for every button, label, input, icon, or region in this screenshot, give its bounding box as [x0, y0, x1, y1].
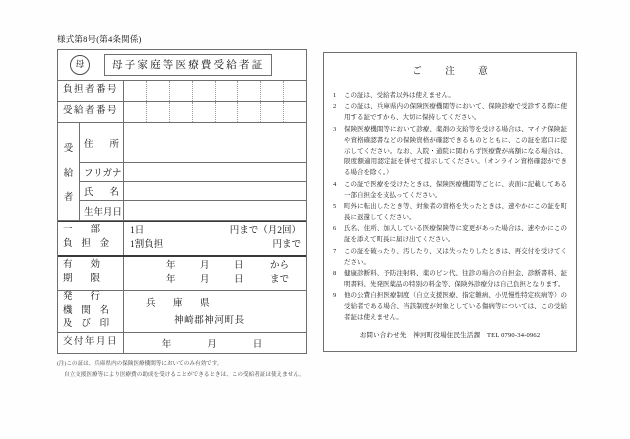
- form-number: 様式第8号(第4条関係): [57, 34, 142, 44]
- footnote-2: 自立支援医療等により医療費の助成を受けることができるときは、この受給者証は使えません。: [64, 371, 305, 378]
- notice-panel: [323, 52, 577, 352]
- recipient-cell[interactable]: [147, 102, 170, 122]
- address-label-c1: 所: [109, 139, 119, 150]
- validity-label-l1a: 有: [63, 260, 73, 271]
- certificate-panel: [57, 33, 309, 380]
- validity-from-suffix: から: [270, 260, 290, 271]
- payer-cell[interactable]: [170, 81, 193, 101]
- notice-item-text: 他の公費自担医療制度（自立支援医療、指定難病、小児慢性特定疾病等）の受給者である場合、当該制度が対象としている傷病等については、この受給者証は使えません。: [344, 292, 567, 322]
- validity-to[interactable]: [124, 273, 306, 288]
- recipient-cell[interactable]: [261, 102, 284, 122]
- address-row: [80, 123, 306, 163]
- copayment-rate-limit: 円まで: [272, 240, 301, 251]
- recipient-side-label: [58, 123, 80, 220]
- certificate-table: [57, 49, 307, 354]
- validity-from-year: 年: [166, 260, 176, 271]
- notice-item-text: 町外に転出したとき等、対象者の資格を失ったときは、速やかにこの証を町長に返還してください。: [344, 203, 567, 221]
- payer-cell[interactable]: [193, 81, 216, 101]
- issuer-label-l1b: 行: [90, 291, 101, 302]
- issue-date-day: 日: [252, 340, 263, 351]
- issuer-prefecture: 兵 庫 県: [146, 298, 214, 309]
- payer-cell[interactable]: [124, 81, 147, 101]
- payer-label-c1: 担: [74, 85, 84, 96]
- issuer-label-l2b: 関: [81, 305, 91, 316]
- birthdate-label-text: 生年月日: [84, 207, 123, 218]
- certificate-header: [58, 50, 306, 81]
- copayment-rate: [130, 238, 301, 252]
- name-label-c0: 氏: [84, 188, 94, 198]
- notice-item-number: 2: [333, 103, 337, 111]
- notice-item-number: 5: [333, 203, 337, 211]
- certificate-footnotes: [57, 359, 309, 380]
- notice-item: [333, 224, 567, 246]
- copay-label-l2b: 担: [81, 239, 91, 250]
- notice-item-text: この証で医療を受けたときは、保険医療機関等ごとに、表面に記載してある一部自担金を支払ってください。: [344, 180, 567, 199]
- recipient-cell[interactable]: [238, 102, 261, 122]
- recipient-num-label-c0: 受: [63, 106, 73, 117]
- notice-item-text: 健康診断料、予防注射料、薬のビン代、往診の場合の自担金、診断書料、証明書料、先発医薬品の特別の料金等、保険外診療分は自己負担となります。: [344, 270, 567, 288]
- recipient-num-label-c2: 者: [85, 106, 95, 117]
- address-input[interactable]: [124, 123, 306, 162]
- validity-to-month: 月: [200, 275, 210, 286]
- issuer-authority: 神崎郡神河町長: [174, 315, 245, 326]
- validity-row: [58, 257, 306, 291]
- copayment-row: [58, 221, 306, 257]
- validity-label: [58, 257, 124, 290]
- recipient-side-c0: 受: [63, 143, 74, 154]
- footnote-1: (注)この証は、兵庫県内の保険医療機関等においてのみ有効です。: [57, 361, 223, 368]
- notice-item-text: この証は、兵庫県内の保険医療機関等において、保険診療で受診する際に使用する証ですから、大切に保持してください。: [344, 103, 567, 122]
- furigana-row: [80, 163, 306, 182]
- issue-date-c4: 日: [107, 337, 117, 348]
- recipient-fields: [80, 123, 306, 220]
- recipient-block: [58, 123, 306, 221]
- issue-date-year: 年: [161, 340, 172, 351]
- notice-title: ご 注 意: [412, 67, 495, 77]
- copayment-rate-label: 1割負担: [130, 240, 164, 251]
- notice-item-number: 9: [333, 292, 337, 300]
- name-row: [80, 182, 306, 201]
- notice-item: [333, 125, 567, 180]
- validity-to-suffix: まで: [270, 275, 290, 286]
- copayment-label: [58, 222, 124, 255]
- validity-to-day: 日: [234, 275, 244, 286]
- issuer-row: [58, 291, 306, 333]
- address-label: [80, 123, 124, 162]
- notice-item-text: 氏名、住所、加入している医療保険等に変更があった場合は、速やかにこの証を添えて町長に届け出てください。: [344, 225, 567, 244]
- issuer-label-l3b: び: [81, 319, 91, 330]
- copay-label-l1b: 部: [90, 225, 101, 236]
- notice-item: [333, 291, 567, 324]
- payer-number-row: [58, 81, 306, 102]
- boshi-badge: 母: [70, 55, 90, 75]
- copayment-daily: [130, 224, 301, 238]
- notice-list: [333, 91, 567, 324]
- issue-date-row: [58, 333, 306, 353]
- copay-label-l2c: 金: [99, 239, 110, 250]
- notice-item-number: 1: [333, 92, 337, 99]
- issuer-label-l1a: 発: [63, 291, 73, 302]
- notice-item-number: 8: [333, 270, 337, 277]
- birthdate-row: [80, 201, 306, 220]
- issuer-values: [124, 291, 306, 332]
- issuer-label: [58, 291, 124, 332]
- recipient-side-c1: 給: [63, 168, 74, 179]
- contact-line: お問い合わせ先 神河町役場住民生活課 TEL 0790-34-0962: [359, 332, 541, 339]
- payer-cell[interactable]: [238, 81, 261, 101]
- recipient-cell[interactable]: [124, 102, 147, 122]
- copay-label-l2a: 負: [63, 239, 73, 250]
- notice-item-number: 3: [333, 125, 337, 133]
- payer-label-c2: 者: [85, 85, 95, 96]
- notice-item-number: 7: [333, 247, 337, 255]
- recipient-number-cells[interactable]: [124, 102, 306, 122]
- validity-values: [124, 257, 306, 290]
- payer-label-c0: 負: [63, 85, 73, 96]
- payer-number-label: [58, 81, 124, 101]
- notice-item: [333, 247, 567, 269]
- issue-date-c2: 年: [85, 337, 95, 348]
- issuer-label-l3c: 印: [99, 319, 110, 330]
- copayment-daily-limit: 円まで（月2回）: [229, 226, 301, 236]
- payer-cell[interactable]: [216, 81, 239, 101]
- issue-date-month: 月: [207, 340, 217, 351]
- notice-item-text: 保険医療機関等において診療、薬剤の支給等を受ける場合は、マイナ保険証や資格確認書などの保険資格が確認できるものとともに、この証を窓口に提示してください。なお、入院・通院に関わらず医療費が高額になる場合は、限度額適用認定証を併せて提示してください。（オンライン資格確認ができる場合を除く。）: [344, 125, 567, 177]
- name-label: [80, 182, 124, 200]
- recipient-num-label-c3: 番: [96, 106, 106, 117]
- validity-from-day: 日: [234, 260, 244, 271]
- copay-label-l1a: 一: [63, 225, 73, 236]
- issue-date-label: [58, 333, 124, 353]
- recipient-cell[interactable]: [193, 102, 216, 122]
- name-input[interactable]: [124, 182, 306, 200]
- certificate-title: 母子家庭等医療費受給者証: [104, 54, 272, 76]
- notice-item: [333, 102, 567, 124]
- validity-label-l2b: 限: [90, 274, 101, 285]
- issuer-label-l2c: 名: [99, 305, 110, 316]
- notice-item-text: この証は、受給者以外は使えません。: [344, 92, 455, 99]
- validity-label-l1b: 効: [90, 260, 101, 271]
- payer-number-cells[interactable]: [124, 81, 306, 101]
- notice-item: [333, 91, 567, 102]
- payer-cell[interactable]: [147, 81, 170, 101]
- notice-item: [333, 180, 567, 202]
- recipient-num-label-c4: 号: [107, 106, 117, 117]
- recipient-cell[interactable]: [216, 102, 239, 122]
- recipient-cell[interactable]: [170, 102, 193, 122]
- recipient-num-label-c1: 給: [74, 106, 84, 117]
- notice-item-number: 6: [333, 225, 337, 233]
- furigana-label-text: フリガナ: [84, 169, 122, 179]
- furigana-input[interactable]: [124, 163, 306, 181]
- birthdate-label: [80, 201, 124, 220]
- recipient-number-label: [58, 102, 124, 122]
- payer-label-c4: 号: [107, 85, 117, 96]
- issuer-label-l2a: 機: [63, 305, 73, 316]
- recipient-cell[interactable]: [284, 102, 306, 122]
- furigana-label: [80, 163, 124, 181]
- validity-to-year: 年: [166, 275, 176, 286]
- notice-item: [333, 269, 567, 291]
- notice-item-text: この証を破ったり、汚したり、又は失ったりしたときは、再交付を受けてください。: [344, 247, 567, 266]
- issue-date-c3: 月: [96, 337, 106, 348]
- payer-label-c3: 番: [96, 85, 106, 96]
- payer-cell[interactable]: [284, 81, 306, 101]
- recipient-number-row: [58, 102, 306, 123]
- validity-from[interactable]: [124, 259, 306, 274]
- address-label-c0: 住: [84, 139, 94, 150]
- copayment-daily-label: 1日: [130, 226, 145, 236]
- notice-item: [333, 202, 567, 224]
- birthdate-input[interactable]: [124, 201, 306, 220]
- copayment-values: [124, 222, 306, 255]
- validity-from-month: 月: [200, 260, 210, 271]
- notice-item-number: 4: [333, 180, 337, 188]
- validity-label-l2a: 期: [63, 274, 73, 285]
- recipient-side-c2: 者: [63, 193, 74, 204]
- issue-date-values[interactable]: [124, 333, 306, 353]
- issuer-label-l3a: 及: [63, 319, 73, 330]
- name-label-c1: 名: [109, 188, 119, 198]
- issue-date-c0: 交: [63, 337, 73, 348]
- payer-cell[interactable]: [261, 81, 284, 101]
- issue-date-c1: 付: [74, 337, 84, 348]
